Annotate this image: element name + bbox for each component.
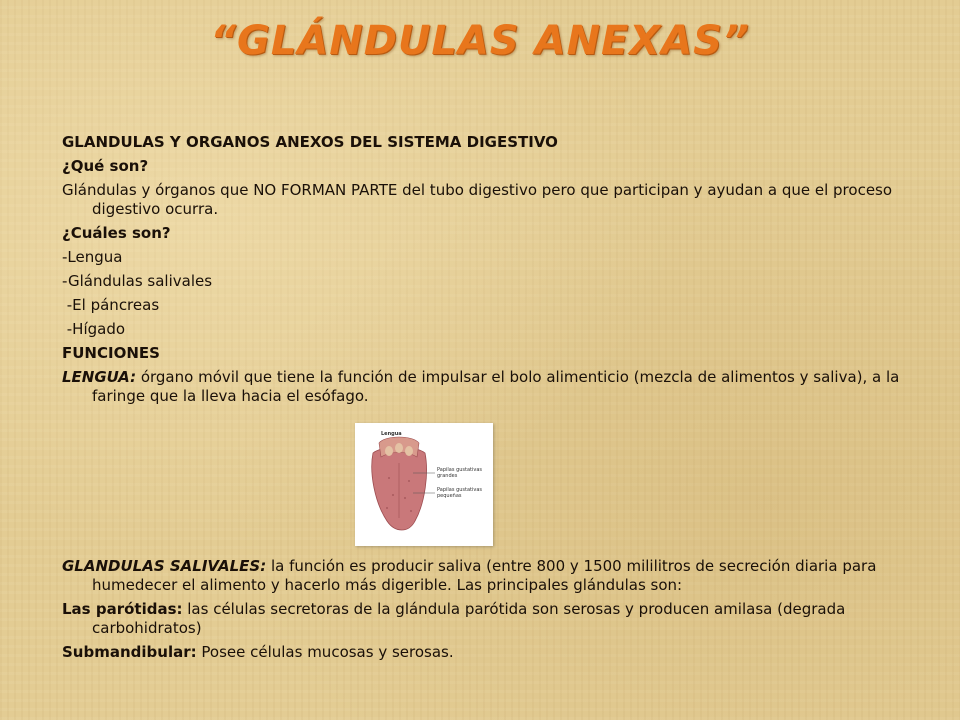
definition-text: Glándulas y órganos que NO FORMAN PARTE del tubo digestivo pero que participan y ayudan a que el proceso digestivo ocurra. bbox=[62, 181, 893, 218]
functions-heading: FUNCIONES bbox=[62, 344, 160, 362]
list-item-pancreas: -El páncreas bbox=[62, 296, 160, 314]
salivales-text: la función es producir saliva (entre 800 y 1500 mililitros de secreción diaria para humedecer el alimento y hacerlo más digerible. Las principales glándulas son: bbox=[92, 557, 877, 594]
list-item-glandulas: -Glándulas salivales bbox=[62, 272, 213, 290]
lengua-paragraph bbox=[62, 368, 922, 406]
slide-content-lower bbox=[62, 557, 922, 667]
papilla-large-2 bbox=[395, 443, 403, 453]
salivales-paragraph bbox=[62, 557, 922, 595]
figure-title: Lengua bbox=[381, 431, 402, 437]
question-what: ¿Qué son? bbox=[62, 157, 149, 175]
submandibular-paragraph bbox=[62, 643, 922, 662]
papilla-large-3 bbox=[405, 446, 413, 456]
lengua-label: LENGUA: bbox=[62, 368, 137, 386]
label-large: Papilas gustativas grandes bbox=[437, 467, 483, 479]
slide-title: “GLÁNDULAS ANEXAS” bbox=[210, 18, 750, 64]
slide-content bbox=[62, 133, 922, 411]
salivales-label: GLANDULAS SALIVALES: bbox=[62, 557, 267, 575]
list-item-lengua: -Lengua bbox=[62, 248, 123, 266]
papilla-large-1 bbox=[385, 446, 393, 456]
section-heading: GLANDULAS Y ORGANOS ANEXOS DEL SISTEMA DIGESTIVO bbox=[62, 133, 558, 151]
label-small: Papilas gustativas pequeñas bbox=[437, 487, 483, 499]
question-which: ¿Cuáles son? bbox=[62, 224, 171, 242]
submandibular-label: Submandibular: bbox=[62, 643, 197, 661]
tongue-figure bbox=[355, 423, 493, 546]
tongue-illustration bbox=[355, 423, 493, 546]
submandibular-text: Posee células mucosas y serosas. bbox=[196, 643, 454, 661]
lengua-text: órgano móvil que tiene la función de impulsar el bolo alimenticio (mezcla de alimentos y saliva), a la faringe que la lleva hacia el esófago. bbox=[92, 368, 900, 405]
list-item-higado: -Hígado bbox=[62, 320, 126, 338]
parotidas-paragraph bbox=[62, 600, 922, 638]
parotidas-text: las células secretoras de la glándula parótida son serosas y producen amilasa (degrada carbohidratos) bbox=[92, 600, 846, 637]
parotidas-label: Las parótidas: bbox=[62, 600, 183, 618]
